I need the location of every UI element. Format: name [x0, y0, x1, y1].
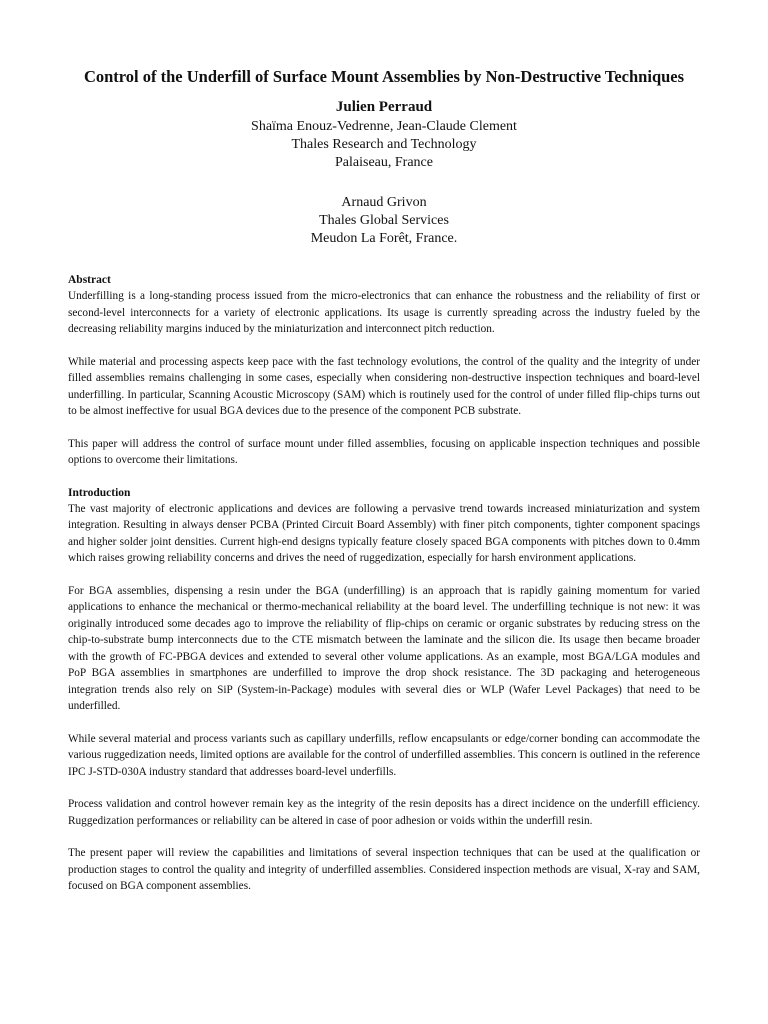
author-block-2 [68, 194, 700, 248]
paper-title: Control of the Underfill of Surface Mount Assemblies by Non-Destructive Techniques [83, 67, 685, 86]
abstract-heading: Abstract [68, 274, 111, 286]
lead-author: Julien Perraud [335, 99, 433, 115]
affiliation-location-1: Palaiseau, France [335, 155, 433, 170]
introduction-section [68, 485, 700, 895]
second-author: Arnaud Grivon [341, 195, 427, 210]
coauthors: Shaïma Enouz-Vedrenne, Jean-Claude Clement [251, 119, 517, 134]
affiliation-location-2: Meudon La Forêt, France. [310, 231, 458, 246]
introduction-paragraph: While several material and process variants such as capillary underfills, reflow encapsulants or edge/corner bonding can accommodate the various ruggedization needs, limited options are available for the control of underfilled assemblies. This concern is outlined in the reference IPC J-STD-030A industry standard that addresses board-level underfills. [68, 732, 700, 778]
introduction-paragraph: The present paper will review the capabilities and limitations of several inspection techniques that can be used at the qualification or production stages to control the quality and integrity of underfilled assemblies. Considered inspection methods are visual, X-ray and SAM, focused on BGA component assemblies. [68, 847, 700, 892]
abstract-paragraph: While material and processing aspects keep pace with the fast technology evolutions, the control of the quality and the integrity of under filled assemblies remains challenging in some cases, especially when considering non-destructive inspection techniques and board-level underfilling. In particular, Scanning Acoustic Microscopy (SAM) which is routinely used for the control of under filled flip-chips turns out to be almost ineffective for usual BGA devices due to the presence of the component PCB substrate. [68, 355, 700, 417]
introduction-heading: Introduction [68, 486, 131, 499]
abstract-section [68, 272, 700, 469]
introduction-paragraph: The vast majority of electronic applications and devices are following a pervasive trend towards increased miniaturization and system integration. Resulting in always denser PCBA (Printed Circuit Board Assembly) with finer pitch components, tighter component spacings and higher solder joint densities. Current high-end designs typically feature closely spaced BGA components with pitches down to 0.4mm which raises growing reliability concerns and drives the need of ruggedization, especially for harsh environment applications. [68, 502, 700, 564]
affiliation-organization-1: Thales Research and Technology [291, 137, 477, 152]
abstract-paragraph: This paper will address the control of surface mount under filled assemblies, focusing on applicable inspection techniques and possible options to overcome their limitations. [68, 437, 700, 466]
introduction-paragraph: For BGA assemblies, dispensing a resin under the BGA (underfilling) is an approach that is rapidly gaining momentum for varied applications to enhance the mechanical or thermo-mechanical reliability at the board level. The underfilling technique is not new: it was originally introduced some decades ago to improve the reliability of flip-chips on ceramic or organic substrates by reducing stress on the chip-to-substrate bump interconnects due to the CTE mismatch between the laminate and the silicon die. Its usage then became broader with the growth of FC-PBGA devices and extended to several other volume applications. As an example, most BGA/LGA modules and PoP BGA assemblies in smartphones are underfilled to improve the drop shock resistance. The 3D packaging and heterogeneous integration trends also rely on SiP (System-in-Package) modules with several dies or WLP (Wafer Level Packages) that need to be underfilled. [68, 584, 700, 712]
author-block-1 [68, 96, 700, 172]
affiliation-organization-2: Thales Global Services [319, 213, 449, 228]
abstract-paragraph: Underfilling is a long-standing process issued from the micro-electronics that can enhance the robustness and the reliability of first or second-level interconnects for a variety of electronic applications. Its usage is currently spreading across the industry fueled by the decreasing reliability margins induced by the miniaturization and interconnect pitch reduction. [68, 290, 700, 335]
introduction-paragraph: Process validation and control however remain key as the integrity of the resin deposits has a direct incidence on the underfill efficiency. Ruggedization performances or reliability can be altered in case of poor adhesion or voids within the underfill resin. [68, 798, 700, 827]
